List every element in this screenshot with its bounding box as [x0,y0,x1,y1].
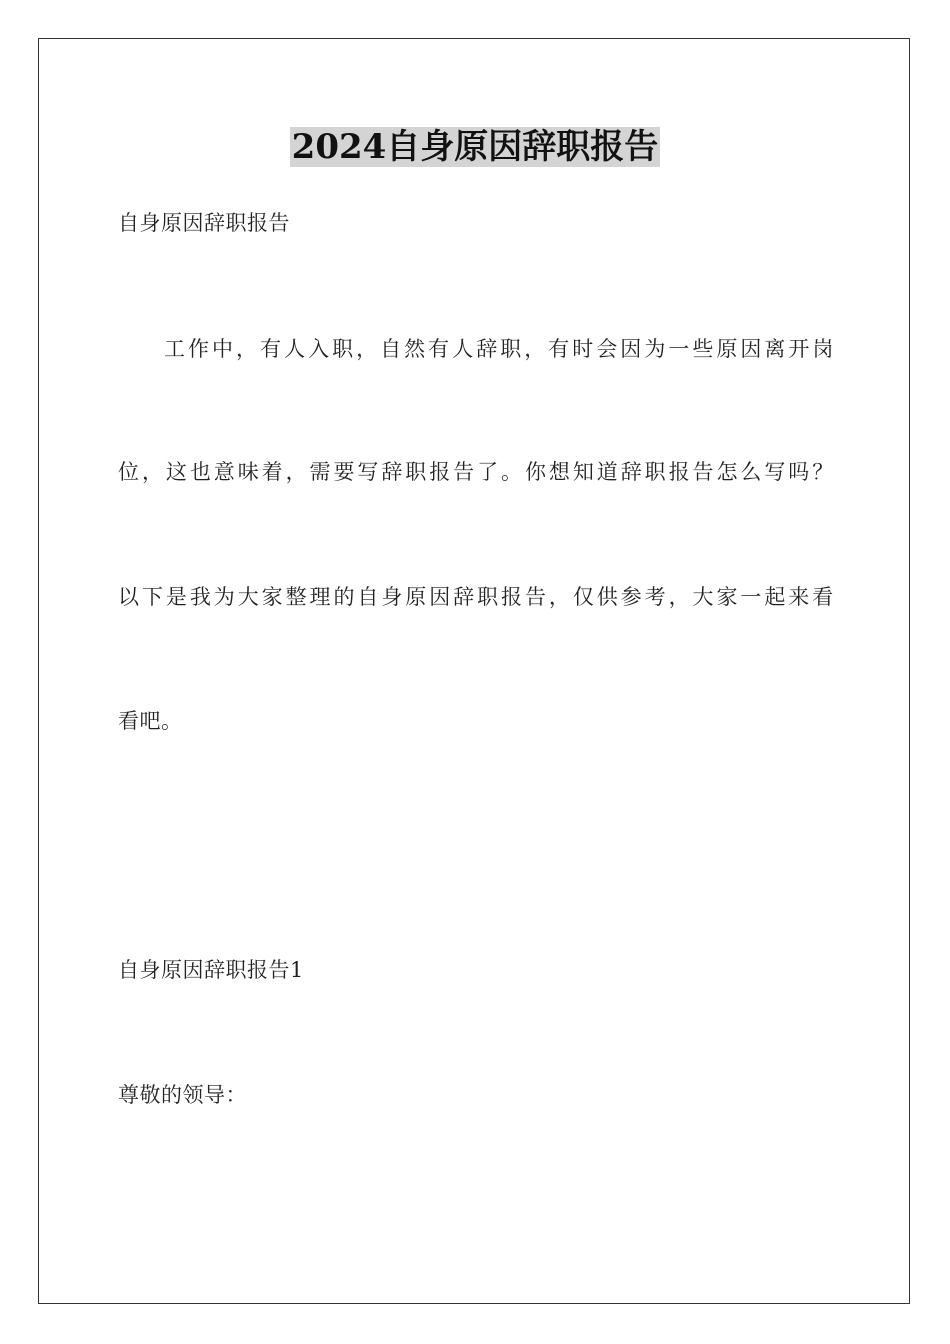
section-heading: 自身原因辞职报告1 [118,958,304,982]
salutation: 尊敬的领导： [118,1083,247,1107]
intro-line-3: 以 下 是 我 为 大 家 整 理 的 自 身 原 因 辞 职 报 告 ， 仅 供 参 考 ， 大 家 一 起 来 看 [118,585,834,609]
intro-line-2: 位 ， 这 也 意 味 着 ， 需 要 写 辞 职 报 告 了 。 你 想 知 道 辞 职 报 告 怎 么 写 吗 ？ [118,460,834,484]
document-title-text: 2024自身原因辞职报告 [291,127,659,167]
intro-line-1: 工 作 中 ， 有 人 入 职 ， 自 然 有 人 辞 职 ， 有 时 会 因 为 一 些 原 因 离 开 岗 [164,337,834,361]
document-subtitle: 自身原因辞职报告 [118,211,290,235]
document-title [0,126,950,168]
intro-line-4: 看吧。 [118,709,183,733]
